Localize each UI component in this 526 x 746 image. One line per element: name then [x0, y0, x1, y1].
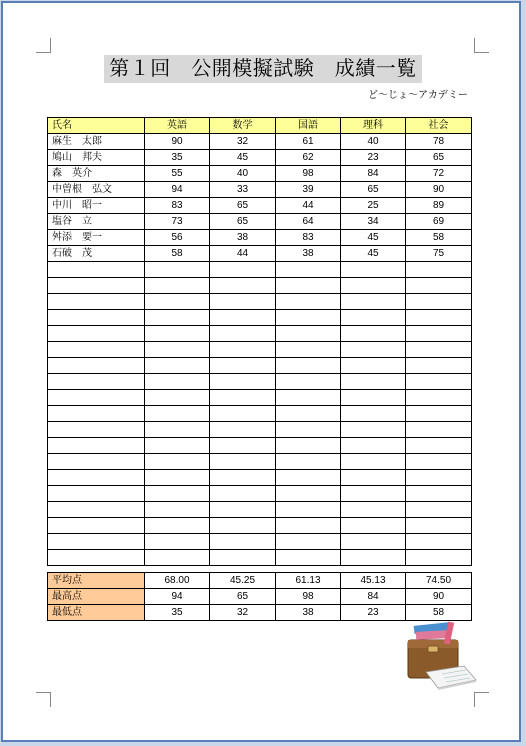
empty-cell — [406, 470, 472, 486]
stats-min-social: 58 — [406, 605, 472, 621]
empty-row — [48, 422, 472, 438]
empty-cell — [145, 470, 210, 486]
empty-cell — [341, 358, 406, 374]
empty-cell — [145, 534, 210, 550]
empty-cell — [48, 262, 145, 278]
stats-row-max — [48, 589, 472, 605]
header-name: 氏名 — [48, 118, 145, 134]
empty-row — [48, 310, 472, 326]
empty-cell — [210, 374, 276, 390]
score-social: 90 — [406, 182, 472, 198]
empty-cell — [406, 374, 472, 390]
empty-cell — [48, 470, 145, 486]
empty-cell — [276, 390, 341, 406]
score-math: 40 — [210, 166, 276, 182]
empty-cell — [48, 422, 145, 438]
empty-cell — [210, 438, 276, 454]
stats-label: 平均点 — [48, 573, 145, 589]
empty-cell — [406, 278, 472, 294]
empty-cell — [341, 486, 406, 502]
empty-cell — [145, 518, 210, 534]
grades-table — [47, 117, 472, 566]
empty-row — [48, 294, 472, 310]
academy-name: ど～じょ～アカデミー — [368, 90, 468, 101]
score-science: 84 — [341, 166, 406, 182]
empty-row — [48, 278, 472, 294]
score-math: 65 — [210, 198, 276, 214]
empty-cell — [341, 310, 406, 326]
empty-row — [48, 406, 472, 422]
empty-cell — [48, 550, 145, 566]
empty-cell — [48, 406, 145, 422]
student-row — [48, 246, 472, 262]
score-social: 75 — [406, 246, 472, 262]
empty-row — [48, 534, 472, 550]
crop-mark-bottom-right — [474, 692, 489, 707]
score-japanese: 83 — [276, 230, 341, 246]
score-japanese: 61 — [276, 134, 341, 150]
score-math: 45 — [210, 150, 276, 166]
empty-cell — [48, 358, 145, 374]
student-name: 塩谷 立 — [48, 214, 145, 230]
stats-max-science: 84 — [341, 589, 406, 605]
empty-cell — [341, 262, 406, 278]
empty-cell — [210, 422, 276, 438]
empty-cell — [276, 406, 341, 422]
empty-cell — [276, 438, 341, 454]
empty-cell — [341, 294, 406, 310]
empty-cell — [276, 374, 341, 390]
empty-cell — [406, 486, 472, 502]
score-science: 25 — [341, 198, 406, 214]
empty-cell — [341, 534, 406, 550]
empty-cell — [145, 374, 210, 390]
score-english: 94 — [145, 182, 210, 198]
empty-cell — [341, 438, 406, 454]
empty-cell — [276, 310, 341, 326]
empty-row — [48, 326, 472, 342]
empty-cell — [210, 390, 276, 406]
empty-row — [48, 262, 472, 278]
empty-row — [48, 438, 472, 454]
crop-mark-bottom-left — [36, 692, 51, 707]
score-english: 56 — [145, 230, 210, 246]
empty-cell — [276, 518, 341, 534]
empty-cell — [276, 550, 341, 566]
stats-average-english: 68.00 — [145, 573, 210, 589]
stats-average-math: 45.25 — [210, 573, 276, 589]
header-japanese: 国語 — [276, 118, 341, 134]
empty-cell — [210, 310, 276, 326]
score-social: 69 — [406, 214, 472, 230]
empty-cell — [341, 342, 406, 358]
stats-max-japanese: 98 — [276, 589, 341, 605]
empty-cell — [406, 262, 472, 278]
score-japanese: 64 — [276, 214, 341, 230]
score-social: 89 — [406, 198, 472, 214]
empty-cell — [48, 326, 145, 342]
empty-cell — [406, 342, 472, 358]
empty-cell — [48, 486, 145, 502]
student-name: 舛添 要一 — [48, 230, 145, 246]
empty-cell — [276, 454, 341, 470]
empty-cell — [406, 438, 472, 454]
empty-cell — [145, 310, 210, 326]
empty-cell — [276, 278, 341, 294]
student-row — [48, 182, 472, 198]
student-row — [48, 198, 472, 214]
empty-cell — [145, 438, 210, 454]
stats-average-japanese: 61.13 — [276, 573, 341, 589]
student-row — [48, 166, 472, 182]
empty-cell — [145, 262, 210, 278]
student-name: 中川 昭一 — [48, 198, 145, 214]
empty-cell — [341, 518, 406, 534]
empty-cell — [145, 326, 210, 342]
stats-min-math: 32 — [210, 605, 276, 621]
empty-cell — [276, 358, 341, 374]
empty-cell — [210, 502, 276, 518]
empty-cell — [48, 534, 145, 550]
empty-cell — [48, 374, 145, 390]
empty-cell — [406, 390, 472, 406]
score-science: 65 — [341, 182, 406, 198]
empty-row — [48, 454, 472, 470]
empty-row — [48, 374, 472, 390]
empty-cell — [210, 550, 276, 566]
student-row — [48, 214, 472, 230]
empty-cell — [48, 278, 145, 294]
stats-max-english: 94 — [145, 589, 210, 605]
stats-min-english: 35 — [145, 605, 210, 621]
empty-cell — [406, 358, 472, 374]
score-english: 35 — [145, 150, 210, 166]
stats-table — [47, 572, 472, 621]
stats-min-japanese: 38 — [276, 605, 341, 621]
student-row — [48, 150, 472, 166]
score-japanese: 38 — [276, 246, 341, 262]
score-science: 45 — [341, 246, 406, 262]
empty-cell — [276, 342, 341, 358]
score-science: 23 — [341, 150, 406, 166]
empty-cell — [145, 422, 210, 438]
empty-cell — [48, 310, 145, 326]
empty-cell — [48, 518, 145, 534]
empty-cell — [406, 518, 472, 534]
empty-cell — [406, 422, 472, 438]
empty-cell — [210, 262, 276, 278]
empty-cell — [341, 406, 406, 422]
empty-row — [48, 470, 472, 486]
empty-cell — [48, 438, 145, 454]
empty-cell — [210, 326, 276, 342]
student-row — [48, 230, 472, 246]
score-science: 45 — [341, 230, 406, 246]
score-japanese: 44 — [276, 198, 341, 214]
empty-cell — [145, 486, 210, 502]
empty-cell — [145, 390, 210, 406]
score-english: 73 — [145, 214, 210, 230]
crop-mark-top-right — [474, 38, 489, 53]
empty-cell — [210, 470, 276, 486]
empty-row — [48, 550, 472, 566]
empty-cell — [145, 502, 210, 518]
score-english: 90 — [145, 134, 210, 150]
empty-cell — [145, 454, 210, 470]
empty-cell — [341, 470, 406, 486]
student-name: 中曽根 弘文 — [48, 182, 145, 198]
empty-row — [48, 502, 472, 518]
empty-cell — [210, 518, 276, 534]
student-name: 麻生 太郎 — [48, 134, 145, 150]
student-row — [48, 134, 472, 150]
score-social: 65 — [406, 150, 472, 166]
empty-cell — [210, 534, 276, 550]
empty-cell — [276, 470, 341, 486]
empty-cell — [210, 278, 276, 294]
header-english: 英語 — [145, 118, 210, 134]
score-social: 72 — [406, 166, 472, 182]
crop-mark-top-left — [36, 38, 51, 53]
empty-cell — [341, 278, 406, 294]
empty-cell — [48, 390, 145, 406]
empty-cell — [406, 502, 472, 518]
score-japanese: 98 — [276, 166, 341, 182]
empty-cell — [406, 534, 472, 550]
stats-average-social: 74.50 — [406, 573, 472, 589]
score-social: 78 — [406, 134, 472, 150]
empty-cell — [276, 502, 341, 518]
empty-cell — [341, 374, 406, 390]
empty-cell — [406, 454, 472, 470]
empty-cell — [341, 454, 406, 470]
header-social: 社会 — [406, 118, 472, 134]
score-japanese: 39 — [276, 182, 341, 198]
empty-row — [48, 342, 472, 358]
empty-cell — [210, 454, 276, 470]
header-math: 数学 — [210, 118, 276, 134]
stats-max-social: 90 — [406, 589, 472, 605]
empty-cell — [48, 502, 145, 518]
empty-cell — [406, 294, 472, 310]
empty-row — [48, 390, 472, 406]
empty-cell — [406, 310, 472, 326]
score-english: 83 — [145, 198, 210, 214]
stats-label: 最低点 — [48, 605, 145, 621]
document-title: 第１回 公開模擬試験 成績一覧 — [104, 55, 422, 83]
empty-cell — [276, 534, 341, 550]
stats-min-science: 23 — [341, 605, 406, 621]
empty-cell — [210, 342, 276, 358]
header-science: 理科 — [341, 118, 406, 134]
empty-cell — [276, 486, 341, 502]
empty-cell — [48, 342, 145, 358]
empty-cell — [341, 326, 406, 342]
score-science: 34 — [341, 214, 406, 230]
empty-cell — [145, 278, 210, 294]
empty-cell — [341, 550, 406, 566]
empty-row — [48, 486, 472, 502]
header-row — [48, 118, 472, 134]
stats-average-science: 45.13 — [341, 573, 406, 589]
stats-row-average — [48, 573, 472, 589]
empty-cell — [145, 358, 210, 374]
empty-cell — [276, 326, 341, 342]
empty-cell — [145, 406, 210, 422]
books-clipart — [402, 618, 482, 692]
empty-cell — [341, 390, 406, 406]
score-math: 65 — [210, 214, 276, 230]
empty-cell — [48, 454, 145, 470]
empty-cell — [406, 550, 472, 566]
empty-cell — [210, 486, 276, 502]
empty-cell — [145, 294, 210, 310]
empty-cell — [145, 342, 210, 358]
score-social: 58 — [406, 230, 472, 246]
student-name: 森 英介 — [48, 166, 145, 182]
empty-cell — [276, 422, 341, 438]
empty-cell — [145, 550, 210, 566]
empty-cell — [276, 262, 341, 278]
score-japanese: 62 — [276, 150, 341, 166]
score-math: 33 — [210, 182, 276, 198]
empty-cell — [406, 326, 472, 342]
student-name: 鳩山 邦夫 — [48, 150, 145, 166]
empty-cell — [210, 406, 276, 422]
score-science: 40 — [341, 134, 406, 150]
empty-row — [48, 358, 472, 374]
empty-cell — [210, 294, 276, 310]
empty-cell — [276, 294, 341, 310]
empty-cell — [341, 422, 406, 438]
empty-cell — [341, 502, 406, 518]
student-name: 石破 茂 — [48, 246, 145, 262]
score-math: 32 — [210, 134, 276, 150]
score-math: 44 — [210, 246, 276, 262]
stats-max-math: 65 — [210, 589, 276, 605]
score-math: 38 — [210, 230, 276, 246]
stats-label: 最高点 — [48, 589, 145, 605]
empty-row — [48, 518, 472, 534]
score-english: 55 — [145, 166, 210, 182]
empty-cell — [406, 406, 472, 422]
empty-cell — [48, 294, 145, 310]
empty-cell — [210, 358, 276, 374]
score-english: 58 — [145, 246, 210, 262]
